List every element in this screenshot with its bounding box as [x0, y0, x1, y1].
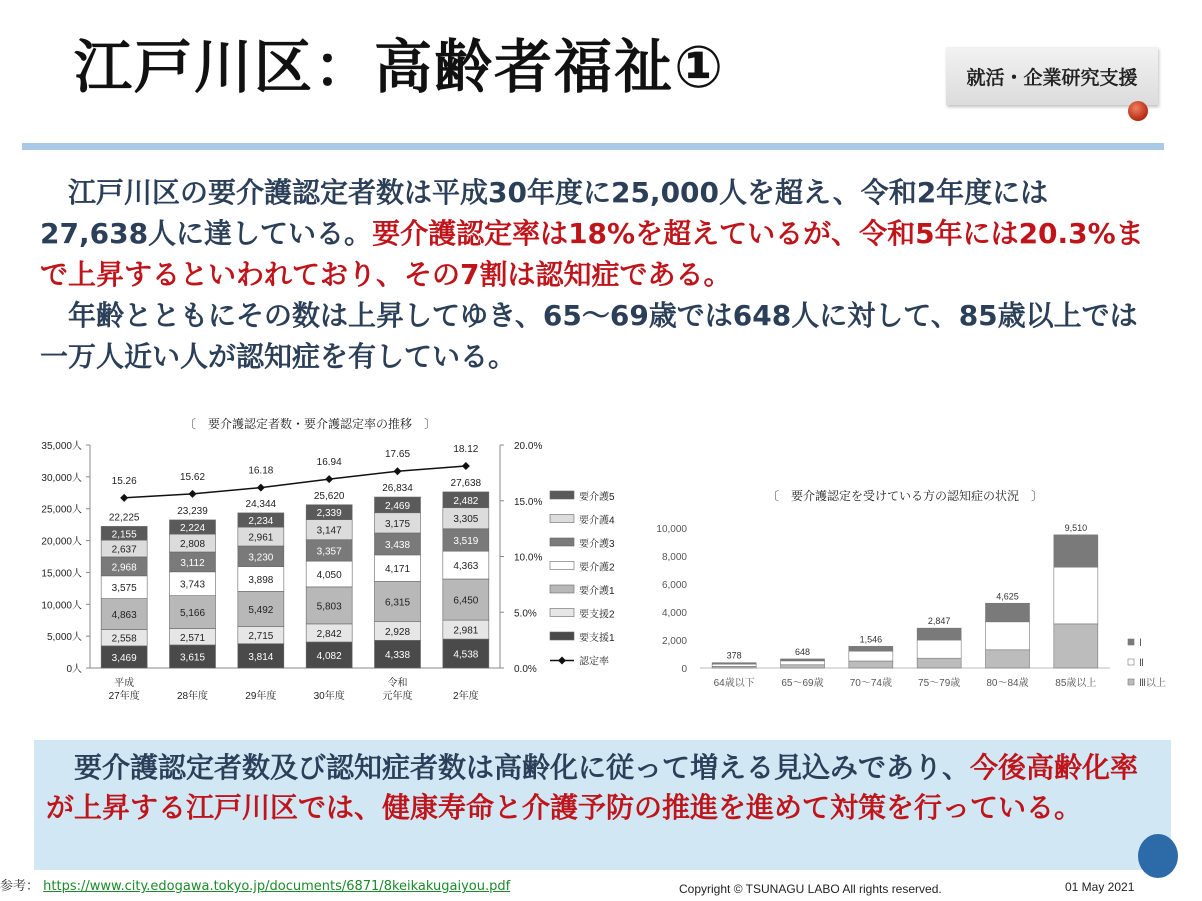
chart1-segment-label: 5,492 — [248, 604, 274, 616]
chart1-segment-label: 2,224 — [179, 523, 206, 535]
chart1-segment-label: 3,305 — [453, 514, 479, 526]
chart1-segment-label: 2,339 — [316, 508, 342, 520]
chart2-x-tick-label: 85歳以上 — [1055, 678, 1097, 689]
chart1-legend-swatch — [550, 609, 574, 617]
corner-decoration — [1138, 834, 1178, 878]
chart1-rate-label: 16.94 — [316, 457, 342, 469]
chart1-left-tick-label: 15,000人 — [41, 568, 82, 580]
chart2-bar-segment — [1054, 567, 1098, 624]
chart1-left-tick-label: 20,000人 — [41, 536, 82, 548]
chart1-segment-label: 3,575 — [111, 583, 137, 595]
chart1-rate-label: 17.65 — [384, 449, 411, 461]
chart1-segment-label: 4,171 — [384, 564, 411, 576]
chart1-segment-label: 3,175 — [384, 518, 411, 530]
reference-label: 参考： — [0, 879, 40, 894]
chart1-segment-label: 2,234 — [248, 516, 274, 528]
chart2-x-tick-label: 75～79歳 — [918, 678, 961, 689]
chart1-segment-label: 3,147 — [316, 525, 342, 537]
chart2-total-label: 378 — [726, 650, 742, 661]
chart1-right-tick-label: 0.0% — [514, 664, 537, 675]
chart1-segment-label: 2,928 — [384, 627, 411, 639]
chart1-legend-label: 要介護1 — [579, 586, 615, 597]
reference — [0, 875, 510, 894]
chart1-total-label: 22,225 — [108, 512, 140, 524]
chart1-rate-point — [394, 467, 402, 475]
intro-p2: 年齢とともにその数は上昇してゆき、65～69歳では648人に対して、85歳以上では一万人近い人が認知症を有している。 — [40, 299, 1138, 373]
chart1-rate-label: 15.26 — [111, 475, 137, 487]
chart2-y-tick-label: 2,000 — [661, 636, 687, 647]
chart1-segment-label: 2,808 — [179, 539, 206, 551]
chart1-segment-label: 2,469 — [384, 500, 411, 512]
chart1-legend-label: 要介護3 — [579, 539, 615, 550]
chart1-segment-label: 3,469 — [111, 652, 137, 664]
chart2-bar-segment — [986, 603, 1030, 622]
chart2-total-label: 4,625 — [996, 591, 1019, 602]
chart2-y-tick-label: 6,000 — [661, 580, 687, 591]
chart1-rate-point — [257, 484, 265, 492]
chart2-bar-segment — [849, 646, 893, 651]
chart2-bar-segment — [849, 651, 893, 661]
chart1-rate-point — [462, 462, 470, 470]
summary-callout — [34, 740, 1171, 870]
chart1-segment-label: 2,842 — [316, 628, 342, 640]
section-badge: 就活・企業研究支援 — [946, 47, 1158, 105]
chart2-y-tick-label: 8,000 — [661, 552, 687, 563]
chart2-bar-segment — [986, 650, 1030, 668]
chart1-legend-label: 要支援2 — [579, 609, 615, 621]
chart2-bar-segment — [917, 640, 961, 658]
chart2-total-label: 2,847 — [927, 616, 951, 627]
chart1-segment-label: 2,558 — [111, 633, 137, 645]
chart1-legend-line-marker — [558, 657, 566, 665]
chart1-segment-label: 2,961 — [248, 532, 274, 544]
chart1-left-tick-label: 10,000人 — [41, 600, 82, 612]
care-certification-chart — [41, 416, 615, 702]
chart2-legend-label: Ⅱ — [1139, 658, 1144, 669]
chart2-x-tick-label: 70～74歳 — [849, 678, 892, 689]
chart1-legend-swatch — [550, 515, 574, 523]
chart1-legend-swatch — [550, 562, 574, 570]
chart2-x-tick-label: 65～69歳 — [781, 678, 824, 689]
chart1-left-tick-label: 25,000人 — [41, 504, 82, 516]
chart2-bar-segment — [712, 664, 756, 666]
chart1-right-tick-label: 20.0% — [514, 441, 543, 452]
chart1-segment-label: 2,482 — [453, 495, 479, 507]
chart1-segment-label: 3,814 — [248, 651, 274, 663]
chart1-rate-line — [124, 466, 466, 498]
chart2-bar-segment — [1054, 624, 1098, 668]
chart1-right-tick-label: 5.0% — [514, 608, 537, 620]
chart1-segment-label: 3,743 — [179, 579, 206, 591]
callout-normal: 要介護認定者数及び認知症者数は高齢化に従って増える見込みであり、 — [74, 751, 971, 784]
chart1-segment-label: 5,803 — [316, 601, 342, 613]
chart1-legend-swatch — [550, 632, 574, 640]
chart1-total-label: 27,638 — [450, 477, 482, 489]
chart2-total-label: 1,546 — [859, 634, 883, 645]
chart1-right-tick-label: 10.0% — [514, 552, 543, 564]
chart1-segment-label: 4,863 — [111, 610, 137, 622]
chart1-x-tick-label: 30年度 — [313, 691, 345, 702]
chart1-total-label: 25,620 — [313, 490, 345, 502]
chart1-legend-label: 要介護5 — [579, 492, 615, 503]
chart1-total-label: 24,344 — [245, 498, 277, 510]
chart1-x-tick-label: 令和 — [387, 678, 408, 689]
chart2-bar-segment — [712, 663, 756, 664]
chart1-segment-label: 3,438 — [384, 539, 411, 551]
chart1-x-tick-label: 29年度 — [245, 691, 277, 702]
chart1-x-tick-label: 27年度 — [108, 691, 140, 702]
chart2-title: 〔 要介護認定を受けている方の認知症の状況 〕 — [766, 489, 1044, 503]
chart1-segment-label: 3,615 — [179, 652, 206, 664]
chart1-segment-label: 4,082 — [316, 650, 342, 662]
chart1-segment-label: 4,363 — [453, 561, 479, 573]
copyright: Copyright © TSUNAGU LABO All rights reserved. — [679, 882, 942, 896]
chart1-legend-swatch — [550, 491, 574, 499]
chart2-y-tick-label: 10,000 — [656, 524, 687, 535]
chart1-left-tick-label: 0人 — [66, 664, 82, 675]
chart2-legend-label: Ⅲ以上 — [1139, 678, 1166, 689]
dementia-status-chart — [656, 488, 1166, 689]
chart1-rate-label: 18.12 — [453, 443, 479, 455]
chart1-legend-swatch — [550, 585, 574, 593]
chart1-segment-label: 3,230 — [248, 552, 274, 564]
chart1-segment-label: 2,155 — [111, 529, 137, 541]
chart1-segment-label: 3,519 — [453, 535, 479, 547]
page-title: 江戸川区：高齢者福祉① — [74, 33, 726, 101]
chart1-segment-label: 6,315 — [384, 597, 411, 609]
chart1-segment-label: 4,338 — [384, 650, 411, 662]
chart1-rate-point — [120, 494, 128, 502]
chart2-total-label: 648 — [794, 646, 811, 657]
chart1-left-tick-label: 5,000人 — [46, 632, 82, 644]
chart1-right-tick-label: 15.0% — [514, 496, 543, 508]
chart1-segment-label: 2,715 — [248, 631, 274, 643]
chart1-x-tick-label: 28年度 — [176, 691, 209, 702]
chart1-legend-swatch — [550, 538, 574, 546]
chart1-legend-label: 要支援1 — [579, 633, 615, 644]
chart1-legend-label: 認定率 — [579, 656, 609, 668]
chart1-x-tick-label: 2年度 — [453, 691, 479, 702]
chart2-legend-swatch — [1128, 639, 1134, 645]
chart2-total-label: 9,510 — [1064, 522, 1088, 533]
chart2-bar-segment — [917, 628, 961, 640]
chart2-x-tick-label: 64歳以下 — [713, 678, 755, 689]
chart1-segment-label: 2,571 — [179, 632, 206, 644]
callout-highlight: 今後高齢化率が上昇する江戸川区では、健康寿命と介護予防の推進を進めて対策を行っている。 — [46, 751, 1139, 824]
intro-p1-highlight: 要介護認定率は18%を超えているが、令和5年には20.3%まで上昇するといわれており、その7割は認知症である。 — [40, 217, 1144, 291]
chart1-segment-label: 6,450 — [453, 595, 479, 607]
chart1-rate-label: 15.62 — [179, 471, 206, 483]
chart1-segment-label: 3,898 — [248, 574, 274, 586]
chart2-bar-segment — [781, 665, 825, 668]
chart2-bar-segment — [849, 661, 893, 668]
chart1-x-tick-label: 元年度 — [382, 691, 413, 702]
chart1-rate-point — [325, 475, 333, 483]
chart2-legend-label: Ⅰ — [1139, 638, 1142, 649]
chart1-rate-point — [189, 490, 197, 498]
date-stamp: 01 May 2021 — [1065, 880, 1135, 894]
chart1-segment-label: 5,166 — [179, 608, 206, 620]
chart1-total-label: 26,834 — [382, 483, 413, 495]
chart1-segment-label: 3,357 — [316, 546, 342, 558]
chart1-segment-label: 4,050 — [316, 570, 342, 582]
chart1-segment-label: 2,968 — [111, 562, 137, 574]
chart2-bar-segment — [1054, 535, 1098, 567]
chart1-segment-label: 4,538 — [453, 649, 479, 661]
chart2-legend-swatch — [1128, 659, 1134, 665]
chart2-bar-segment — [986, 622, 1030, 650]
chart1-segment-label: 2,637 — [111, 544, 137, 556]
chart2-legend-swatch — [1128, 679, 1134, 685]
chart2-bar-segment — [781, 661, 825, 665]
chart1-segment-label: 3,112 — [180, 557, 205, 569]
reference-link[interactable]: https://www.city.edogawa.tokyo.jp/documents/6871/8keikakugaiyou.pdf — [43, 879, 511, 894]
chart2-bar-segment — [781, 659, 825, 661]
chart1-total-label: 23,239 — [177, 505, 208, 517]
chart1-rate-label: 16.18 — [248, 465, 274, 477]
chart1-legend-label: 要介護2 — [579, 562, 615, 574]
intro-p1-normal: 江戸川区の要介護認定者数は平成30年度に25,000人を超え、令和2年度には27,638人に達している。 — [40, 176, 1049, 250]
chart2-y-tick-label: 0 — [681, 664, 687, 675]
chart1-legend-label: 要介護4 — [579, 515, 615, 527]
chart1-x-tick-label: 平成 — [114, 678, 135, 689]
chart2-bar-segment — [917, 658, 961, 668]
chart2-x-tick-label: 80～84歳 — [986, 678, 1029, 689]
chart1-left-tick-label: 35,000人 — [41, 441, 82, 452]
chart1-segment-label: 2,981 — [453, 625, 479, 637]
chart1-title: 〔 要介護認定者数・要介護認定率の推移 〕 — [183, 417, 437, 431]
chart1-left-tick-label: 30,000人 — [41, 472, 82, 484]
chart2-y-tick-label: 4,000 — [661, 608, 687, 619]
